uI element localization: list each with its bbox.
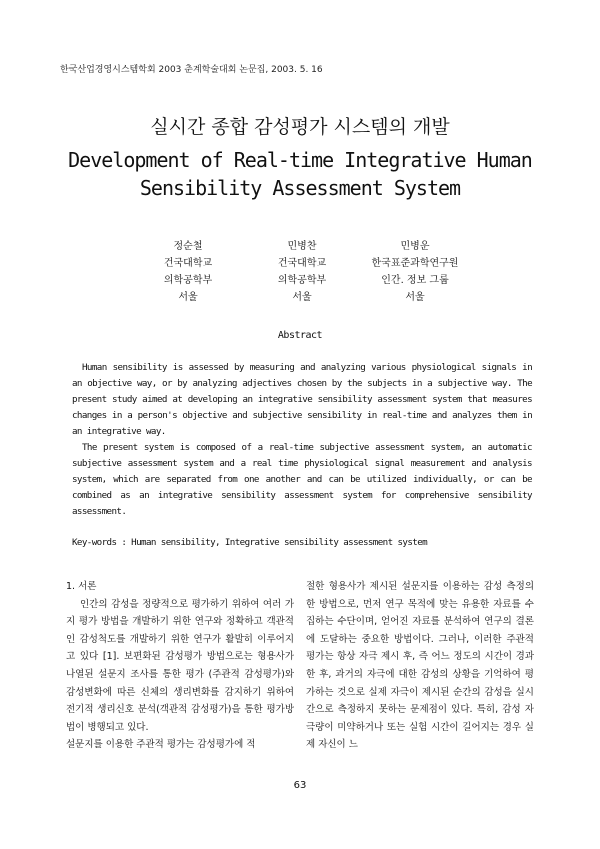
author-3	[345, 238, 485, 306]
author-affiliation: 건국대학교	[163, 258, 213, 269]
body-paragraph: 설문지를 이용한 주관적 평가는 감성평가에 적	[66, 739, 256, 751]
body-paragraph: 절한 형용사가 제시된 설문지를 이용하는 감성 측정의 한 방법으로, 먼저 연구 목적에 맞는 유용한 자료를 수집하는 수단이며, 얻어진 자료를 분석하여 연구의 결론에 도달하는 중요한 방법이다. 그러나, 이러한 주관적 평가는 항상 자극 제시 후, 즉 어느 정도의 시간이 경과한 후, 과거의 자극에 대한 감성의 상황을 기억하여 평가하는 것으로 실제 자극이 제시된 순간의 감성을 실시간으로 측정하지 못하는 문제점이 있다. 특히, 감성 자극량이 미약하거나 또는 실험 시간이 길어지는 경우 실제 자신이 느	[306, 581, 534, 751]
body-column-left	[66, 578, 294, 754]
author-city: 서울	[405, 292, 425, 303]
page-number: 63	[293, 780, 307, 791]
title-english-line2: Sensibility Assessment System	[139, 176, 461, 200]
title-korean: 실시간 종합 감성평가 시스템의 개발	[150, 116, 450, 138]
abstract-body	[72, 360, 532, 520]
author-affiliation: 건국대학교	[277, 258, 327, 269]
title-english-line1: Development of Real-time Integrative Human	[68, 148, 532, 172]
author-city: 서울	[292, 292, 312, 303]
author-city: 서울	[178, 292, 198, 303]
author-department: 의학공학부	[163, 275, 213, 286]
author-department: 인간. 정보 그룹	[381, 275, 449, 286]
body-paragraph: 인간의 감성을 정량적으로 평가하기 위하여 여러 가지 평가 방법을 개발하기 위한 연구와 정확하고 객관적인 감성척도를 개발하기 위한 연구가 활발히 이루어지고 있다 [1]. 보편화된 감성평가 방법으로는 형용사가 나열된 설문지 조사를 통한 평가 (주관적 감성평가)와 감성변화에 따른 신체의 생리변화를 감지하기 위하여 전기적 생리신호 분석(객관적 감성평가)을 통한 평가방법이 병행되고 있다.	[66, 598, 294, 733]
keywords: Key-words : Human sensibility, Integrative sensibility assessment system	[72, 537, 428, 548]
abstract-paragraph-2: The present system is composed of a real-time subjective assessment system, an automatic subjective assessment system and a real time physiological signal measurement and analysis system, which are separated from one another and can be utilized individually, or can be combined as an integrative sensibility assessment system for comprehensive sensibility assessment.	[72, 442, 532, 517]
author-name: 민병찬	[287, 241, 317, 252]
author-name: 정순철	[173, 241, 203, 252]
abstract-paragraph-1: Human sensibility is assessed by measuring and analyzing various physiological signals in an objective way, or by analyzing adjectives chosen by the subjects in a subjective way. The present study aimed at developing an integrative sensibility assessment system that measures changes in a person's objective and subjective sensibility in real-time and analyzes them in an integrative way.	[72, 362, 532, 437]
author-department: 의학공학부	[277, 275, 327, 286]
author-name: 민병운	[400, 241, 430, 252]
abstract-heading: Abstract	[277, 330, 323, 341]
running-head: 한국산업경영시스템학회 2003 춘계학술대회 논문집, 2003. 5. 16	[60, 65, 323, 75]
author-affiliation: 한국표준과학연구원	[371, 258, 459, 269]
body-column-right	[306, 578, 534, 754]
section-title: 1. 서론	[66, 581, 97, 592]
